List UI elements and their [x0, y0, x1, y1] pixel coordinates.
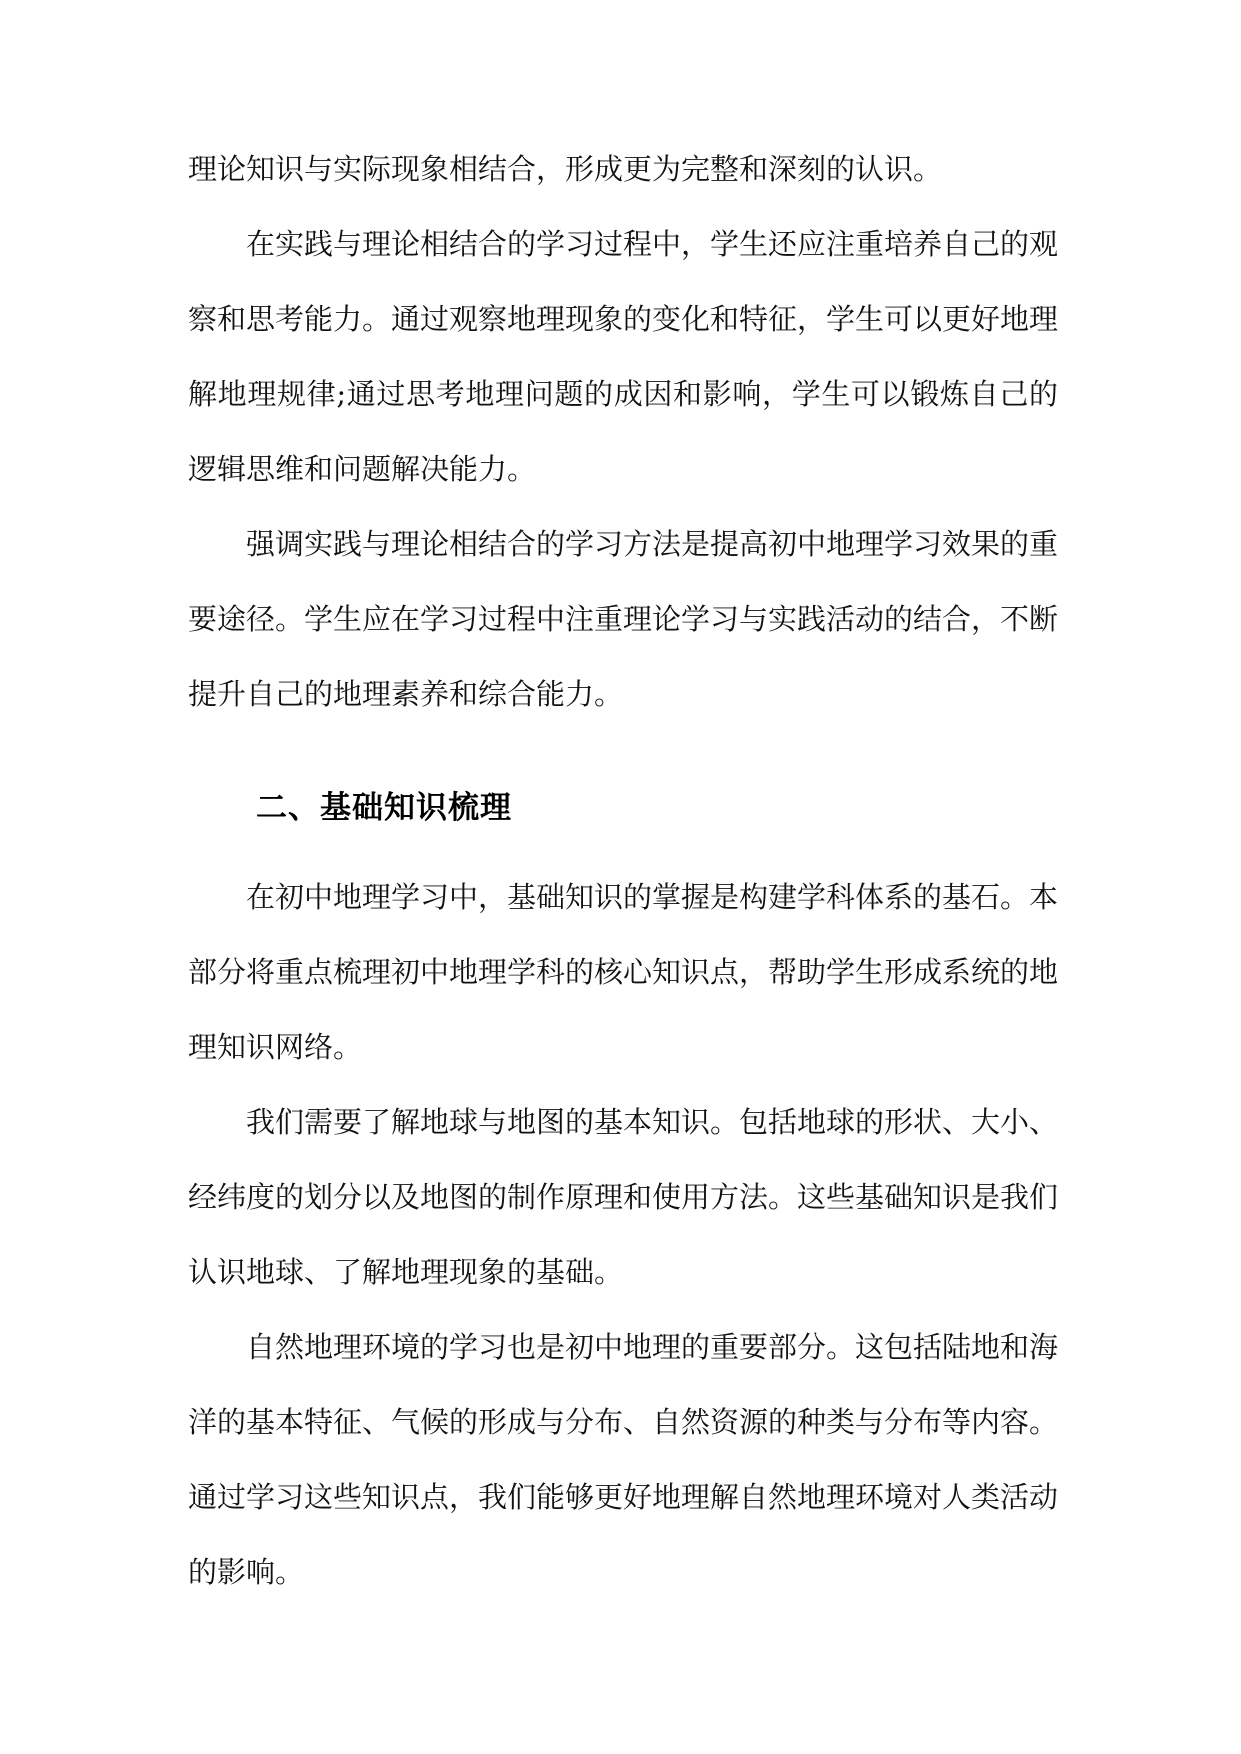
section-heading: 二、基础知识梳理 — [256, 790, 512, 826]
paragraph-natural-environment: 自然地理环境的学习也是初中地理的重要部分。这包括陆地和海洋的基本特征、气候的形成与分布、自然资源的种类与分布等内容。通过学习这些知识点，我们能够更好地理解自然地理环境对人类活动的影响。 — [188, 1330, 1059, 1589]
paragraph-earth-and-maps: 我们需要了解地球与地图的基本知识。包括地球的形状、大小、经纬度的划分以及地图的制作原理和使用方法。这些基础知识是我们认识地球、了解地理现象的基础。 — [188, 1105, 1059, 1289]
paragraph-basic-knowledge: 在初中地理学习中，基础知识的掌握是构建学科体系的基石。本部分将重点梳理初中地理学科的核心知识点，帮助学生形成系统的地理知识网络。 — [188, 880, 1059, 1064]
paragraph-continuation: 理论知识与实际现象相结合，形成更为完整和深刻的认识。 — [188, 152, 943, 186]
paragraph-observation-skills: 在实践与理论相结合的学习过程中，学生还应注重培养自己的观察和思考能力。通过观察地理现象的变化和特征，学生可以更好地理解地理规律;通过思考地理问题的成因和影响，学生可以锻炼自己的逻辑思维和问题解决能力。 — [188, 227, 1059, 486]
paragraph-practice-theory-emphasis: 强调实践与理论相结合的学习方法是提高初中地理学习效果的重要途径。学生应在学习过程中注重理论学习与实践活动的结合，不断提升自己的地理素养和综合能力。 — [188, 527, 1059, 711]
